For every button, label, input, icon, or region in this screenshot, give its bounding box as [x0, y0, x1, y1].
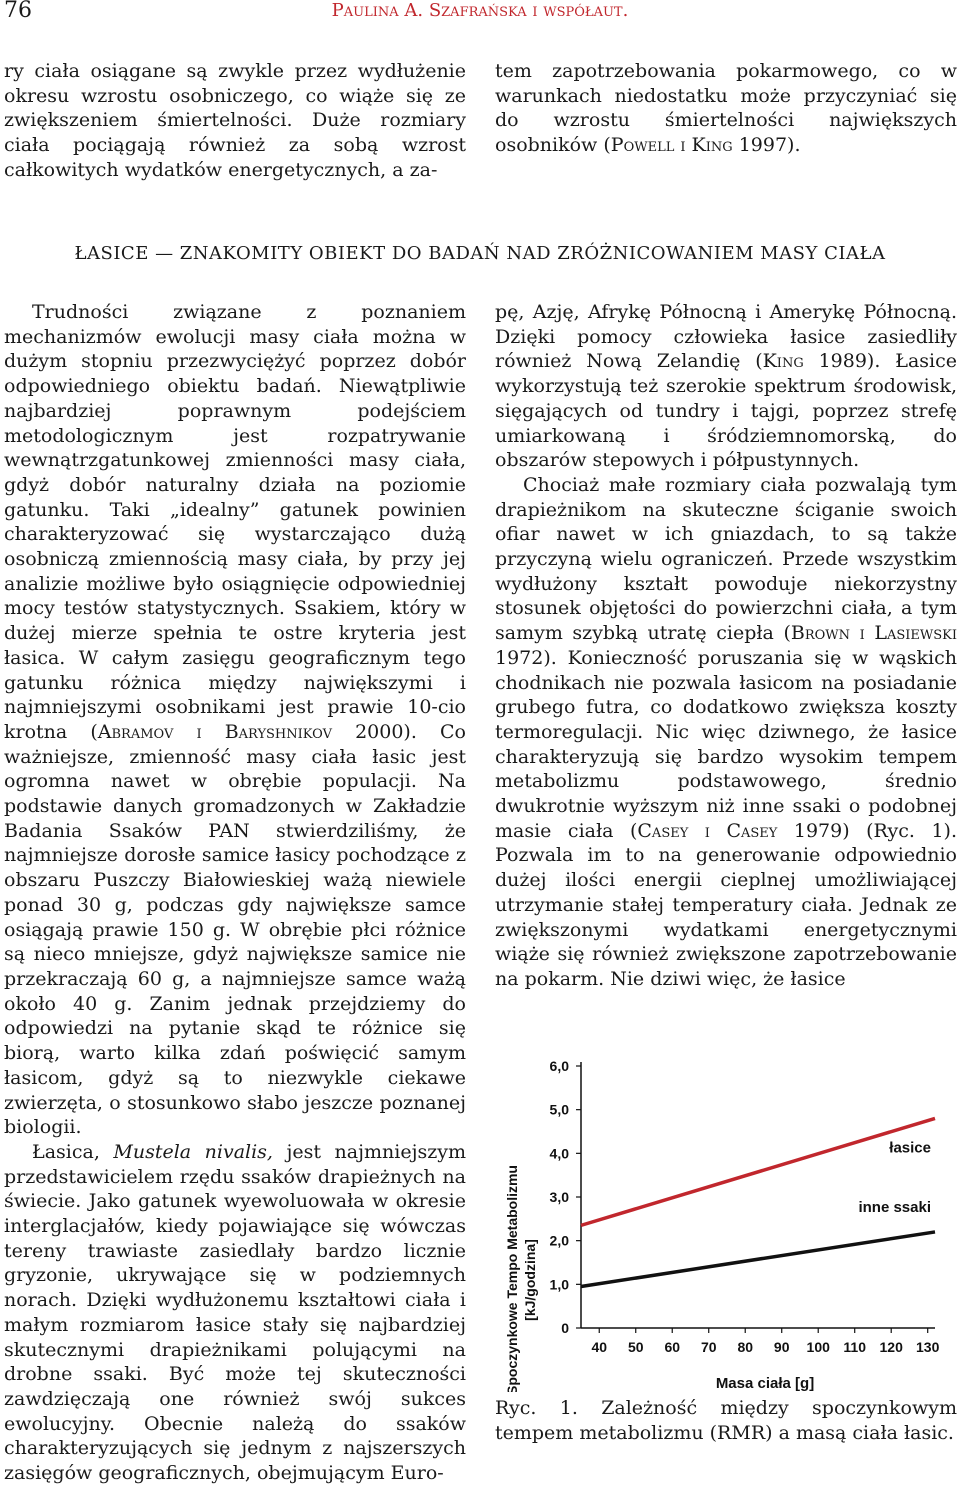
x-tick-label: 40 — [591, 1339, 608, 1355]
x-axis-label: Masa ciała [g] — [715, 1375, 815, 1392]
x-tick-label: 130 — [916, 1339, 940, 1355]
running-head: Paulina A. Szafrańska i współaut. — [331, 0, 629, 21]
series-line-inne-ssaki — [581, 1232, 935, 1287]
paragraph — [495, 473, 957, 992]
citation: Casey i Casey — [637, 819, 778, 842]
citation: King — [762, 350, 804, 373]
y-tick-label: 3,0 — [549, 1189, 569, 1205]
right-column — [495, 300, 957, 992]
plot-area — [550, 1058, 940, 1355]
x-tick-label: 90 — [773, 1339, 790, 1355]
text-run: 1972). Konieczność poruszania się w wąskich chodnikach nie pozwala łasicom na posiadanie grubego futra, co dodatkowo zwiększa koszty termoregulacji. Nic więc dziwnego, że łasice charakteryzują się bardzo wysokim tempem metabolizmu podstawowego, średnio dwukrotnie wyższym niż inne ssaki o podobnej masie ciała ( — [495, 646, 957, 842]
top-left-paragraph: ry ciała osiągane są zwykle przez wydłużenie okresu wzrostu osobniczego, co wiąże się ze zwiększeniem śmiertelności. Duże rozmiary ciała pociągają również za sobą wzrost całkowitych wydatków energetycznych, a za- — [4, 60, 466, 181]
x-tick-label: 100 — [806, 1339, 830, 1355]
figure-caption: Ryc. 1. Zależność między spoczynkowym tempem metabolizmu (RMR) a masą ciała łasic. — [495, 1397, 957, 1444]
page-number: 76 — [4, 0, 32, 23]
series-label: inne ssaki — [858, 1198, 931, 1216]
text-run: tem zapotrzebowania pokarmowego, co w warunkach niedostatku może przyczyniać się do wzrostu śmiertelności największych osobników ( — [495, 60, 957, 157]
y-tick-label: 2,0 — [549, 1232, 569, 1249]
top-right-column — [495, 59, 957, 158]
x-tick-label: 120 — [879, 1339, 903, 1355]
chart-svg — [495, 1052, 957, 1392]
x-tick-label: 50 — [627, 1339, 644, 1355]
x-tick-label: 70 — [700, 1339, 717, 1355]
y-axis-title — [504, 1165, 538, 1392]
left-column — [4, 300, 466, 1486]
y-tick-label: 1,0 — [549, 1276, 569, 1293]
text-run: 1979) (Ryc. 1). Pozwala im to na generowanie odpowiednio dużej ilości energii cieplnej umożliwiającej utrzymanie stałej temperatury ciała. Jednak ze zwiększonymi wydatkami energetycznymi wiąże się również zwiększone zapotrzebowanie na pokarm. Nie dziwi więc, że łasice — [495, 819, 957, 990]
y-tick-label: 0 — [561, 1320, 569, 1336]
top-left-column — [4, 59, 466, 183]
text-run: Łasica, — [32, 1140, 114, 1163]
citation: Abramov i Baryshnikov — [97, 720, 332, 743]
text-run: 1989). Łasice wykorzystują też szerokie spektrum środowisk, sięgających od tundry i tajgi, poprzez strefę umiarkowaną i śródziemnomorską, do obszarów stepowych i półpustynnych. — [495, 350, 958, 472]
y-axis-label-line1: Spoczynkowe Tempo Metabolizmu — [504, 1165, 520, 1392]
paragraph — [4, 1140, 466, 1486]
text-run: 1997). — [732, 134, 801, 157]
x-tick-label: 60 — [664, 1339, 681, 1355]
paragraph — [4, 300, 466, 1140]
citation: Brown i Lasiewski — [790, 622, 957, 645]
text-run: Chociaż małe rozmiary ciała pozwalają tym drapieżnikom na skuteczne ściganie swoich ofiar nawet w ich gniazdach, to są także przyczyną wielu ograniczeń. Przede wszystkim wydłużony kształt powoduje niekorzystny stosunek objętości do powierzchni ciała, a tym samym szybką utratę ciepła ( — [495, 473, 957, 645]
x-tick-label: 110 — [843, 1339, 867, 1355]
text-run: Trudności związane z poznaniem mechanizmów ewolucji masy ciała można w dużym stopniu przezwyciężyć poprzez dobór odpowiedniego obiektu badań. Niewątpliwie najbardziej poprawnym podejściem metodologicznym jest rozpatrywanie wewnątrzgatunkowej zmienności masy ciała, gdyż dobór naturalny działa na poziomie gatunku. Taki „idealny” gatunek powinien charakteryzować się wystarczająco dużą osobniczą zmiennością masy ciała, by przy jej analizie możliwe było osiągnięcie odpowiedniej mocy testów statystycznych. Ssakiem, który w dużej mierze spełnia te ostre kryteria jest łasica. W całym zasięgu geograficznym tego gatunku różnica między największymi i najmniejszymi osobnikami jest prawie 10-cio krotna ( — [4, 301, 466, 743]
y-tick-label: 6,0 — [549, 1058, 569, 1074]
text-run: pę, Azję, Afrykę Północną i Amerykę Północną. Dzięki pomocy człowieka łasice zasiedliły również Nową Zelandię ( — [495, 301, 957, 373]
figure-rmr-chart — [495, 1052, 957, 1392]
y-tick-label: 5,0 — [549, 1101, 569, 1118]
page-header — [0, 0, 960, 26]
citation: Powell i King — [610, 134, 733, 157]
series-label: łasice — [889, 1139, 931, 1157]
text-run: jest najmniejszym przedstawicielem rzędu ssaków drapieżnych na świecie. Jako gatunek wyewoluowała w okresie interglacjałów, kiedy pojawiające się wówczas tereny trawiaste zasiedlały bardzo licznie gryzonie, ukrywające się w podziemnych norach. Dzięki wydłużonemu kształtowi ciała i małym rozmiarom łasice stały się najbardziej skutecznymi drapieżnikami polującymi na drobne ssaki. Być może tej skuteczności zawdzięczają one również swój sukces ewolucyjny. Obecnie należą do ssaków charakteryzujących się jednym z najszerszych zasięgów geograficznych, obejmującym Euro- — [4, 1140, 466, 1485]
y-axis-label-line2: [kJ/godzina] — [522, 1239, 538, 1321]
text-run: 2000). Co ważniejsze, zmienność masy ciała łasic jest ogromna nawet w obrębie populacji. Na podstawie danych gromadzonych w Zakładzie Badania Ssaków PAN stwierdziliśmy, że najmniejsze dorosłe samice łasicy pochodzące z obszaru Puszczy Białowieskiej ważą niewiele ponad 30 g, podczas gdy największe samce osiągają prawie 150 g. W obrębie płci różnice są nieco mniejsze, gdyż największe samice nie przekraczają 60 g, a najmniejsze samce ważą około 40 g. Zanim jednak przejdziemy do odpowiedzi na pytanie skąd te różnice się biorą, warto kilka zdań poświęcić samym łasicom, gdyż są to niezwykle ciekawe zwierzęta, o stosunkowo słabo jeszcze poznanej biologii. — [4, 720, 466, 1139]
x-tick-label: 80 — [737, 1339, 754, 1355]
top-right-paragraph — [495, 59, 957, 158]
paragraph — [495, 300, 957, 473]
y-tick-label: 4,0 — [549, 1145, 569, 1162]
section-title: ŁASICE — ZNAKOMITY OBIEKT DO BADAŃ NAD ZRÓŻNICOWANIEM MASY CIAŁA — [74, 243, 886, 264]
species-name: Mustela nivalis, — [113, 1140, 273, 1163]
